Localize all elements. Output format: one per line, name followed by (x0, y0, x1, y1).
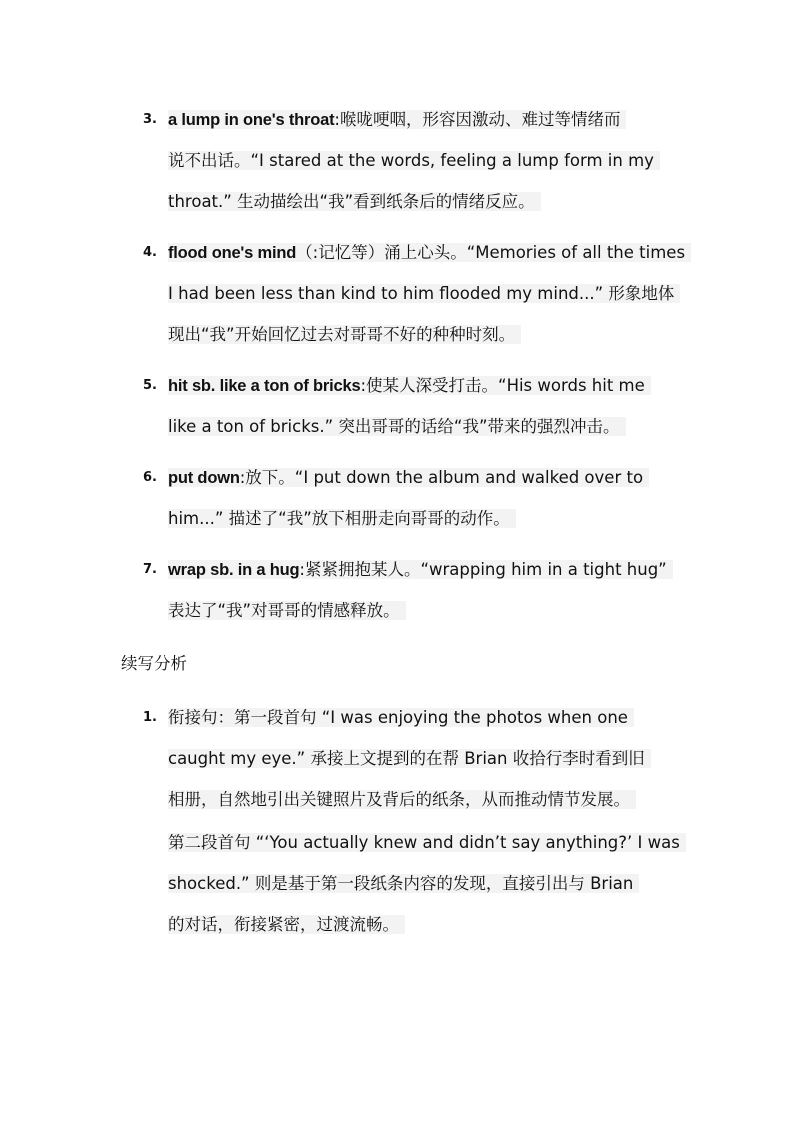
text-line-content: 衔接句：第一段首句 “I was enjoying the photos when one (168, 708, 634, 727)
text-line-content: 第二段首句 “‘You actually knew and didn’t say anything?’ I was (168, 833, 686, 852)
text-line (168, 911, 405, 939)
list-number: 7. (143, 562, 157, 577)
term-colon: : (360, 376, 367, 395)
text-line-content: 的对话，衔接紧密，过渡流畅。 (168, 915, 405, 934)
list-number: 3. (143, 112, 157, 127)
text-line (168, 147, 660, 175)
term-colon: : (334, 110, 340, 129)
vocab-term: flood one's mind (168, 244, 297, 262)
vocab-term: a lump in one's throat (168, 111, 335, 129)
text-line-content: shocked.” 则是基于第一段纸条内容的发现，直接引出与 Brian (168, 874, 639, 893)
list-number: 1. (143, 710, 157, 725)
text-line (168, 745, 651, 773)
text-line (168, 829, 686, 857)
list-number: 6. (143, 470, 157, 485)
text-line-content: I had been less than kind to him flooded my mind...” 形象地体 (168, 284, 680, 303)
vocab-item-line (168, 556, 673, 584)
definition-text: 放下。“I put down the album and walked over to (245, 468, 644, 487)
text-line-content: caught my eye.” 承接上文提到的在帮 Brian 收拾行李时看到旧 (168, 749, 651, 768)
vocab-item-line (168, 464, 649, 492)
text-line-content: 表达了“我”对哥哥的情感释放。 (168, 601, 406, 620)
text-line-content: like a ton of bricks.” 突出哥哥的话给“我”带来的强烈冲击。 (168, 417, 626, 436)
term-colon: （: (296, 243, 319, 262)
text-line (168, 597, 406, 625)
text-line-content: throat.” 生动描绘出“我”看到纸条后的情绪反应。 (168, 192, 541, 211)
definition-text: 喉咙哽咽，形容因激动、难过等情绪而 (339, 110, 621, 129)
list-number: 4. (143, 245, 157, 260)
text-line-content: him...” 描述了“我”放下相册走向哥哥的动作。 (168, 509, 516, 528)
definition-text: 使某人深受打击。“His words hit me (366, 376, 645, 395)
text-line-content: 相册，自然地引出关键照片及背后的纸条，从而推动情节发展。 (168, 790, 636, 809)
text-line (168, 786, 636, 814)
text-line (168, 280, 680, 308)
text-line-content: 现出“我”开始回忆过去对哥哥不好的种种时刻。 (168, 325, 521, 344)
vocab-item-line (168, 106, 626, 134)
text-line (168, 505, 516, 533)
vocab-term: put down (168, 469, 240, 487)
definition-text: 紧紧拥抱某人。“wrapping him in a tight hug” (304, 560, 667, 579)
term-colon: : (239, 468, 246, 487)
definition-text: 记忆等）涌上心头。“Memories of all the times (318, 243, 686, 262)
text-line (168, 704, 634, 732)
text-line (168, 188, 541, 216)
text-line (168, 413, 626, 441)
vocab-item-line (168, 372, 651, 400)
vocab-item-line (168, 239, 691, 267)
text-line-content: 说不出话。“I stared at the words, feeling a lump form in my (168, 151, 660, 170)
term-colon: : (299, 560, 305, 579)
section-heading: 续写分析 (121, 654, 187, 673)
vocab-term: hit sb. like a ton of bricks (168, 377, 361, 395)
list-number: 5. (143, 378, 157, 393)
text-line (168, 321, 521, 349)
text-line (168, 870, 639, 898)
vocab-term: wrap sb. in a hug (168, 561, 300, 579)
